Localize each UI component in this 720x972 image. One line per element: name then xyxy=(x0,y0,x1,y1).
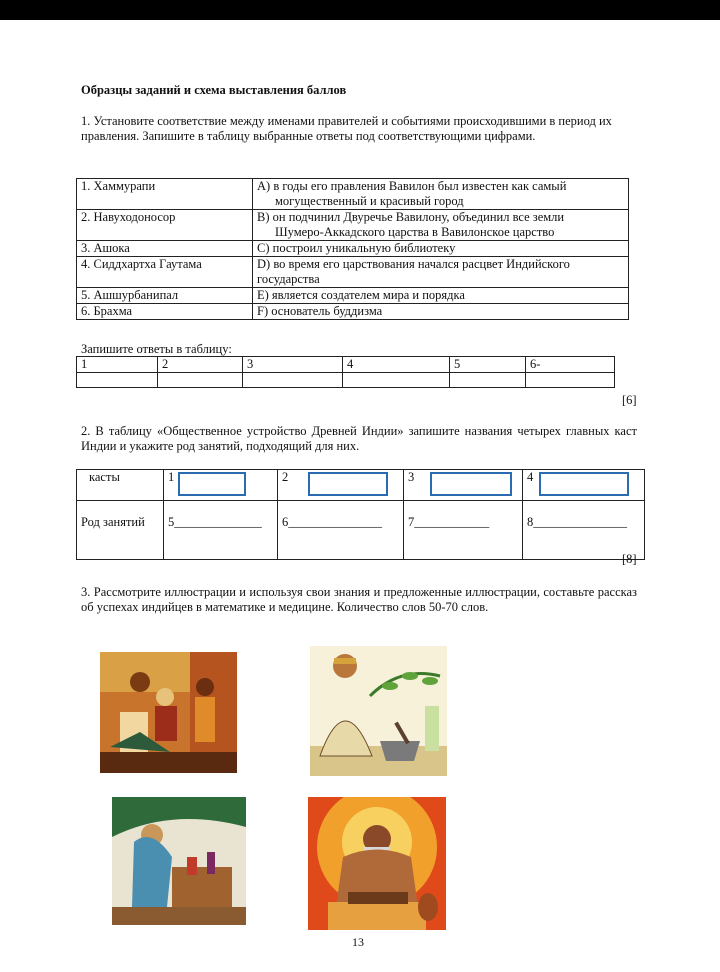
caste-cell xyxy=(164,470,278,501)
caste-cell xyxy=(278,470,404,501)
answer-header: 1 xyxy=(77,357,158,373)
answer-header: 3 xyxy=(243,357,343,373)
event-cell: С) построил уникальную библиотеку xyxy=(253,241,629,257)
page-number: 13 xyxy=(352,935,364,949)
answer-header-row xyxy=(77,357,615,373)
task3-text: 3. Рассмотрите иллюстрации и используя свои знания и предложенные иллюстрации, составьте рассказ об успехах индийцев в математике и медицине. Количество слов 50-70 слов. xyxy=(81,585,637,614)
ruler-name: 4. Сиддхартха Гаутама xyxy=(77,257,253,288)
event-text: В) он подчинил Двуречье Вавилону, объединил все земли xyxy=(257,210,565,224)
answer-box[interactable] xyxy=(178,472,246,496)
task2-text: 2. В таблицу «Общественное устройство Древней Индии» запишите названия четырех главных каст Индии и укажите род занятий, подходящий для них. xyxy=(81,424,637,453)
occupation-cell[interactable]: 7____________ xyxy=(404,501,523,560)
ruler-name: 6. Брахма xyxy=(77,304,253,320)
answer-header: 5 xyxy=(450,357,526,373)
caste-number: 3 xyxy=(408,470,415,484)
castes-label: касты xyxy=(77,470,164,501)
answer-header: 2 xyxy=(158,357,243,373)
answer-label: Запишите ответы в таблицу: xyxy=(81,342,232,356)
castes-table xyxy=(76,469,645,560)
answer-box[interactable] xyxy=(539,472,629,496)
illustration-craftsman xyxy=(112,797,246,925)
table-row xyxy=(77,304,629,320)
matching-table xyxy=(76,178,629,320)
task1-score: [6] xyxy=(622,393,637,407)
ruler-name: 5. Ашшурбанипал xyxy=(77,288,253,304)
event-text-cont: могущественный и красивый город xyxy=(275,194,464,208)
occupation-cell[interactable]: 5______________ xyxy=(164,501,278,560)
ruler-name: 2. Навуходоносор xyxy=(77,210,253,241)
caste-number: 1 xyxy=(168,470,175,484)
event-cell xyxy=(253,179,629,210)
event-text-cont: Шумеро-Аккадского царства в Вавилонское царство xyxy=(275,225,555,239)
event-cell: Е) является создателем мира и порядка xyxy=(253,288,629,304)
table-row xyxy=(77,179,629,210)
answer-cell[interactable] xyxy=(158,373,243,388)
occupation-label: Род занятий xyxy=(77,501,164,560)
table-row xyxy=(77,241,629,257)
task1-text: 1. Установите соответствие между именами правителей и событиями происходившими в период их правления. Запишите в таблицу выбранные ответы под соответствующими цифрами. xyxy=(81,114,612,143)
ruler-name: 1. Хаммурапи xyxy=(77,179,253,210)
answer-header: 6- xyxy=(526,357,615,373)
illustration-herbalist xyxy=(310,646,447,776)
answer-header: 4 xyxy=(343,357,450,373)
answer-box[interactable] xyxy=(308,472,388,496)
answer-cell[interactable] xyxy=(243,373,343,388)
answer-input-row xyxy=(77,373,615,388)
table-row xyxy=(77,210,629,241)
caste-cell xyxy=(523,470,645,501)
occupation-cell[interactable]: 6_______________ xyxy=(278,501,404,560)
event-text: А) в годы его правления Вавилон был известен как самый xyxy=(257,179,567,193)
table-row xyxy=(77,257,629,288)
caste-cell xyxy=(404,470,523,501)
ruler-name: 3. Ашока xyxy=(77,241,253,257)
answer-cell[interactable] xyxy=(450,373,526,388)
page-title: Образцы заданий и схема выставления баллов xyxy=(81,83,347,97)
event-cell xyxy=(253,257,629,288)
occupation-cell[interactable]: 8_______________ xyxy=(523,501,645,560)
caste-number: 2 xyxy=(282,470,289,484)
answer-box[interactable] xyxy=(430,472,512,496)
caste-number: 4 xyxy=(527,470,534,484)
answer-cell[interactable] xyxy=(526,373,615,388)
document-page xyxy=(0,20,720,972)
illustration-sage-writing xyxy=(308,797,446,930)
answer-table xyxy=(76,356,615,388)
castes-row xyxy=(77,470,645,501)
answer-cell[interactable] xyxy=(77,373,158,388)
event-cell: F) основатель буддизма xyxy=(253,304,629,320)
task2-score: [8] xyxy=(622,552,637,566)
event-cell xyxy=(253,210,629,241)
event-text-cont: государства xyxy=(257,272,320,286)
event-text: D) во время его царствования начался расцвет Индийского xyxy=(257,257,570,271)
occupation-row xyxy=(77,501,645,560)
answer-cell[interactable] xyxy=(343,373,450,388)
table-row xyxy=(77,288,629,304)
illustration-buddha-gathering xyxy=(100,652,237,773)
